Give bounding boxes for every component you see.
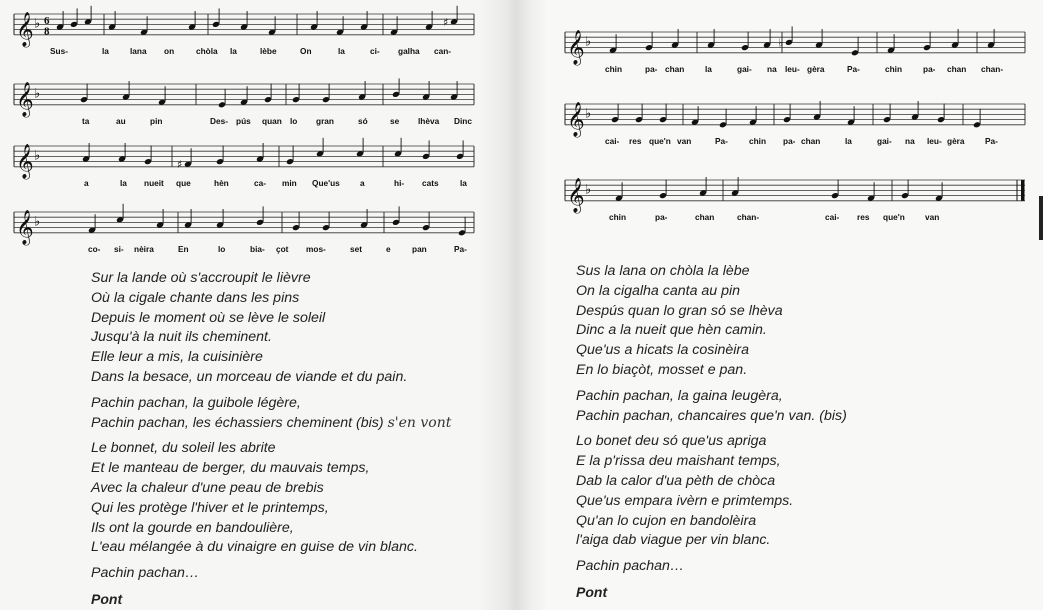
verse-line: Jusqu'à la nuit ils cheminent.	[91, 329, 272, 346]
lyric-syllable: chan-	[737, 211, 760, 222]
lyric-syllable: quan	[262, 115, 282, 126]
lyric-syllable: leu-	[927, 135, 942, 146]
lyric-syllable: la	[845, 135, 852, 146]
lyric-syllable: nèira	[134, 243, 154, 254]
verse-line: Le bonnet, du soleil les abrite	[91, 440, 276, 457]
lyric-syllable: ca-	[254, 177, 266, 188]
lyric-syllable: pan	[412, 243, 427, 254]
refrain-line: Pachin pachan, la gaina leugèra,	[576, 387, 783, 404]
lyric-syllable: Pa-	[715, 135, 728, 146]
time-signature: 8	[44, 25, 50, 38]
refrain-line	[91, 414, 451, 434]
lyric-syllable: se	[390, 115, 400, 126]
lyric-syllable: ta	[82, 115, 90, 126]
verse-line: Depuis le moment où se lève le soleil	[91, 309, 326, 326]
lyric-syllable: que'n	[883, 211, 905, 222]
lyric-syllable: Dinc	[454, 115, 472, 126]
treble-clef-icon: 𝄞	[567, 177, 585, 213]
left-page	[0, 0, 515, 610]
lyric-syllable: la	[705, 63, 712, 74]
lyric-syllable: On	[300, 45, 312, 56]
lyric-syllable: res	[857, 211, 870, 222]
lyric-syllable: van	[677, 135, 692, 146]
lyric-syllable: Des-	[210, 115, 228, 126]
music-staff-3	[14, 136, 484, 190]
verse-line: L'eau mélangée à du vinaigre en guise de vin blanc.	[91, 539, 418, 556]
verse-line: En lo biaçòt, mosset e pan.	[576, 361, 748, 378]
refrain-line: Pachin pachan…	[91, 565, 200, 582]
flat-icon: ♭	[585, 182, 592, 198]
lyric-syllable: chin	[609, 211, 627, 222]
treble-clef-icon: 𝄞	[567, 29, 585, 65]
lyric-syllable: gèra	[807, 63, 825, 74]
lyric-syllable: galha	[398, 45, 420, 56]
sharp-icon: ♯	[443, 15, 449, 29]
verse-line: Ils ont la gourde en bandoulière,	[91, 519, 294, 536]
music-staff-1	[565, 22, 1035, 76]
treble-clef-icon: 𝄞	[16, 81, 34, 117]
flat-icon: ♭	[34, 86, 41, 102]
lyric-syllable: Pa-	[454, 243, 467, 254]
verse-line: l'aiga dab viague per vin blanc.	[576, 532, 771, 549]
verse-line: Dans la besace, un morceau de viande et du pain.	[91, 368, 408, 385]
treble-clef-icon: 𝄞	[16, 143, 34, 179]
music-staff-4	[14, 202, 484, 256]
lyric-syllable: ci-	[370, 45, 380, 56]
lyric-syllable: gèra	[947, 135, 965, 146]
lyric-syllable: on	[164, 45, 175, 56]
lyric-syllable: cai-	[825, 211, 840, 222]
verse-line: On la cigalha canta au pin	[576, 282, 741, 299]
treble-clef-icon: 𝄞	[16, 11, 34, 47]
verse-line: Sus la lana on chòla la lèbe	[576, 263, 750, 279]
page-edge-mark	[1039, 196, 1043, 240]
refrain-line: Pachin pachan, la guibole légère,	[91, 394, 301, 411]
refrain-text: Pachin pachan, les échassiers cheminent (bis)	[91, 414, 384, 431]
lyric-syllable: chin	[605, 63, 623, 74]
music-staff-3	[565, 170, 1035, 224]
lyric-syllable: pa-	[923, 63, 936, 74]
refrain-line: Pachin pachan…	[576, 558, 685, 575]
verse-line: Et le manteau de berger, du mauvais temps,	[91, 460, 370, 477]
right-page	[515, 0, 1043, 610]
time-signature: 6	[44, 14, 50, 27]
lyric-syllable: a	[84, 177, 89, 188]
lyric-syllable: En	[178, 243, 189, 254]
lyric-syllable: só	[358, 115, 368, 126]
lyric-syllable: chan	[947, 63, 967, 74]
lyric-syllable: hèn	[214, 177, 229, 188]
lyric-syllable: e	[386, 243, 391, 254]
lyric-syllable: au	[116, 115, 126, 126]
lyric-syllable: nueit	[144, 177, 164, 188]
verse-line: E la p'rissa deu maishant temps,	[576, 453, 781, 470]
verse-line: Où la cigale chante dans les pins	[91, 289, 300, 306]
lyric-syllable: çot	[276, 243, 289, 254]
occitan-lyrics	[576, 262, 847, 603]
lyric-syllable: chan-	[981, 63, 1004, 74]
verse-line: Que'us a hicats la cosinèira	[576, 342, 750, 359]
flat-icon: ♭	[34, 148, 41, 164]
lyric-syllable: Sus-	[50, 45, 68, 56]
lyric-syllable: lana	[130, 45, 147, 56]
lyric-syllable: na	[767, 63, 777, 74]
lyric-syllable: la	[120, 177, 127, 188]
lyric-syllable: la	[102, 45, 109, 56]
lyric-syllable: pin	[150, 115, 163, 126]
lyric-syllable: que	[176, 177, 191, 188]
lyric-syllable: la	[338, 45, 345, 56]
verse-line: Sur la lande où s'accroupit le lièvre	[91, 270, 311, 286]
french-lyrics	[91, 269, 451, 610]
treble-clef-icon: 𝄞	[16, 209, 34, 245]
lyric-syllable: gran	[316, 115, 334, 126]
verse-line: Que'us empara ivèrn e primtemps.	[576, 492, 794, 509]
lyric-syllable: chòla	[196, 45, 218, 56]
lyric-syllable: hi-	[394, 177, 405, 188]
lyric-syllable: lèbe	[260, 45, 277, 56]
lyric-syllable: lo	[218, 243, 226, 254]
lyric-syllable: set	[350, 243, 362, 254]
lyric-syllable: cai-	[605, 135, 620, 146]
flat-icon: ♭	[778, 36, 784, 50]
lyric-syllable: res	[629, 135, 642, 146]
lyric-syllable: gai-	[877, 135, 892, 146]
lyric-syllable: Pa-	[985, 135, 998, 146]
lyric-syllable: chin	[749, 135, 767, 146]
verse-line: Avec la chaleur d'une peau de brebis	[91, 479, 324, 496]
section-heading: Pont	[91, 590, 123, 607]
lyric-syllable: Pa-	[847, 63, 860, 74]
lyric-syllable: que'n	[649, 135, 671, 146]
lyric-syllable: la	[460, 177, 467, 188]
lyric-syllable: pús	[236, 115, 251, 126]
verse-line: Dinc a la nueit que hèn camin.	[576, 322, 767, 339]
lyric-syllable: lhèva	[418, 115, 440, 126]
lyric-syllable: cats	[422, 177, 439, 188]
lyric-syllable: can-	[434, 45, 452, 56]
lyric-syllable: van	[925, 211, 940, 222]
lyric-syllable: pa-	[645, 63, 658, 74]
verse-line: Qu'an lo cujon en bandolèira	[576, 512, 757, 529]
treble-clef-icon: 𝄞	[567, 101, 585, 137]
lyric-syllable: chin	[885, 63, 903, 74]
handwritten-annotation: s'en vont	[387, 414, 452, 431]
lyric-syllable: la	[230, 45, 237, 56]
lyric-syllable: na	[905, 135, 915, 146]
sharp-icon: ♯	[177, 158, 183, 172]
verse-line: Lo bonet deu só que'us apriga	[576, 433, 767, 450]
lyric-syllable: co-	[88, 243, 101, 254]
lyric-syllable: chan	[695, 211, 715, 222]
lyric-syllable: chan	[665, 63, 685, 74]
flat-icon: ♭	[585, 34, 592, 50]
flat-icon: ♭	[34, 214, 41, 230]
verse-line: Elle leur a mis, la cuisinière	[91, 349, 263, 366]
refrain-line: Pachin pachan, chancaires que'n van. (bis)	[576, 407, 847, 424]
lyric-syllable: si-	[114, 243, 124, 254]
lyric-syllable: gai-	[737, 63, 752, 74]
verse-line: Qui les protège l'hiver et le printemps,	[91, 499, 329, 516]
lyric-syllable: chan	[801, 135, 821, 146]
book-gutter-shadow	[478, 0, 548, 610]
lyric-syllable: pa-	[655, 211, 668, 222]
flat-icon: ♭	[34, 16, 41, 32]
music-staff-1	[14, 4, 484, 58]
lyric-syllable: pa-	[783, 135, 796, 146]
music-staff-2	[565, 94, 1035, 148]
lyric-syllable: bia-	[250, 243, 265, 254]
lyric-syllable: leu-	[785, 63, 800, 74]
section-heading: Pont	[576, 583, 608, 600]
lyric-syllable: Que'us	[312, 177, 340, 188]
music-staff-2	[14, 74, 484, 128]
lyric-syllable: a	[360, 177, 365, 188]
lyric-syllable: lo	[290, 115, 298, 126]
verse-line: Dab la calor d'ua pèth de chòca	[576, 472, 776, 489]
flat-icon: ♭	[585, 106, 592, 122]
verse-line: Despús quan lo gran só se lhèva	[576, 302, 783, 319]
final-barline	[1021, 180, 1025, 201]
lyric-syllable: min	[282, 177, 297, 188]
lyric-syllable: mos-	[306, 243, 326, 254]
